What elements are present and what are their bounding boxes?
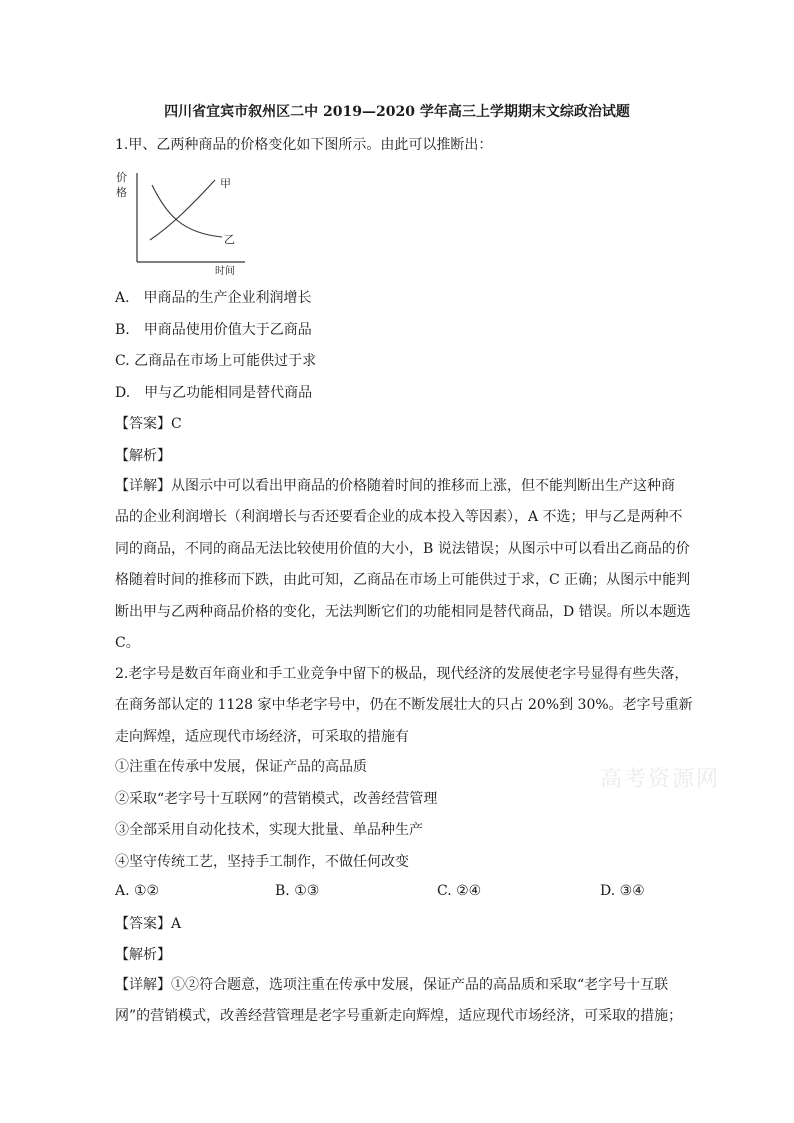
q2-detail <box>115 970 681 1033</box>
q2-stem-line: 2.老字号是数百年商业和手工业竞争中留下的极品，现代经济的发展使老字号显得有些失落， <box>115 666 689 682</box>
q1-detail-line: 断出甲与乙两种商品价格的变化，无法判断它们的功能相同是替代商品，D 错误。所以本题选 <box>115 603 691 620</box>
q1-detail-line: 格随着时间的推移而下跌，由此可知，乙商品在市场上可能供过于求，C 正确；从图示中能判 <box>115 572 691 589</box>
document-title: 四川省宜宾市叙州区二中 2019—2020 学年高三上学期期末文综政治试题 <box>164 104 630 120</box>
q2-option-b: B. ①③ <box>275 883 320 899</box>
q1-detail <box>115 471 691 659</box>
q1-analysis-heading: 【解析】 <box>115 448 171 464</box>
q2-stem <box>115 659 693 753</box>
q1-option-a: A. 甲商品的生产企业利润增长 <box>115 290 312 306</box>
series-yi-label: 乙 <box>224 233 235 246</box>
y-axis-label-2: 格 <box>116 186 127 199</box>
q2-stem-line: 走向辉煌，适应现代市场经济，可采取的措施有 <box>115 728 409 745</box>
price-chart <box>112 165 252 277</box>
y-axis-label-1: 价 <box>116 171 127 184</box>
series-jia-label: 甲 <box>220 177 231 190</box>
q2-stem-line: 在商务部认定的 1128 家中华老字号中，仍在不断发展壮大的只占 20%到 30%。老字号重新 <box>115 697 693 714</box>
q2-options <box>115 883 681 903</box>
q2-analysis-heading: 【解析】 <box>115 947 171 963</box>
q1-option-d: D. 甲与乙功能相同是替代商品 <box>115 385 313 401</box>
q2-detail-line: 网”的营销模式，改善经营管理是老字号重新走向辉煌，适应现代市场经济，可采取的措施； <box>115 1008 683 1025</box>
q2-answer: 【答案】A <box>115 916 182 932</box>
x-axis-label: 时间 <box>215 266 235 277</box>
q2-item-3: ③全部采用自动化技术，实现大批量、单品种生产 <box>115 822 423 838</box>
q2-option-c: C. ②④ <box>437 883 482 899</box>
q2-item-4: ④坚守传统工艺，坚持手工制作，不做任何改变 <box>115 854 409 870</box>
q1-detail-line: 【详解】从图示中可以看出甲商品的价格随着时间的推移而上涨，但不能判断出生产这种商 <box>115 478 675 494</box>
q2-detail-line: 【详解】①②符合题意，选项注重在传承中发展，保证产品的高品质和采取“老字号十互联 <box>115 977 669 993</box>
q2-item-1: ①注重在传承中发展，保证产品的高品质 <box>115 759 367 775</box>
series-yi-line <box>152 185 222 237</box>
watermark-logo: 高考资源网 <box>600 767 721 792</box>
q1-detail-line: 品的企业利润增长（利润增长与否还要看企业的成本投入等因素），A 不选；甲与乙是两种不 <box>115 509 683 526</box>
q1-detail-line: 同的商品，不同的商品无法比较使用价值的大小，B 说法错误；从图示中可以看出乙商品的价 <box>115 540 690 557</box>
q1-stem: 1.甲、乙两种商品的价格变化如下图所示。由此可以推断出： <box>115 137 493 153</box>
q1-detail-line: C。 <box>115 635 140 652</box>
q2-option-a: A. ①② <box>115 883 160 899</box>
q1-answer: 【答案】C <box>115 416 182 432</box>
series-jia-line <box>150 180 215 240</box>
q2-option-d: D. ③④ <box>600 883 645 899</box>
q1-option-c: C. 乙商品在市场上可能供过于求 <box>115 353 317 369</box>
q1-option-b: B. 甲商品使用价值大于乙商品 <box>115 322 312 338</box>
q2-item-2: ②采取“老字号十互联网”的营销模式，改善经营管理 <box>115 791 438 807</box>
